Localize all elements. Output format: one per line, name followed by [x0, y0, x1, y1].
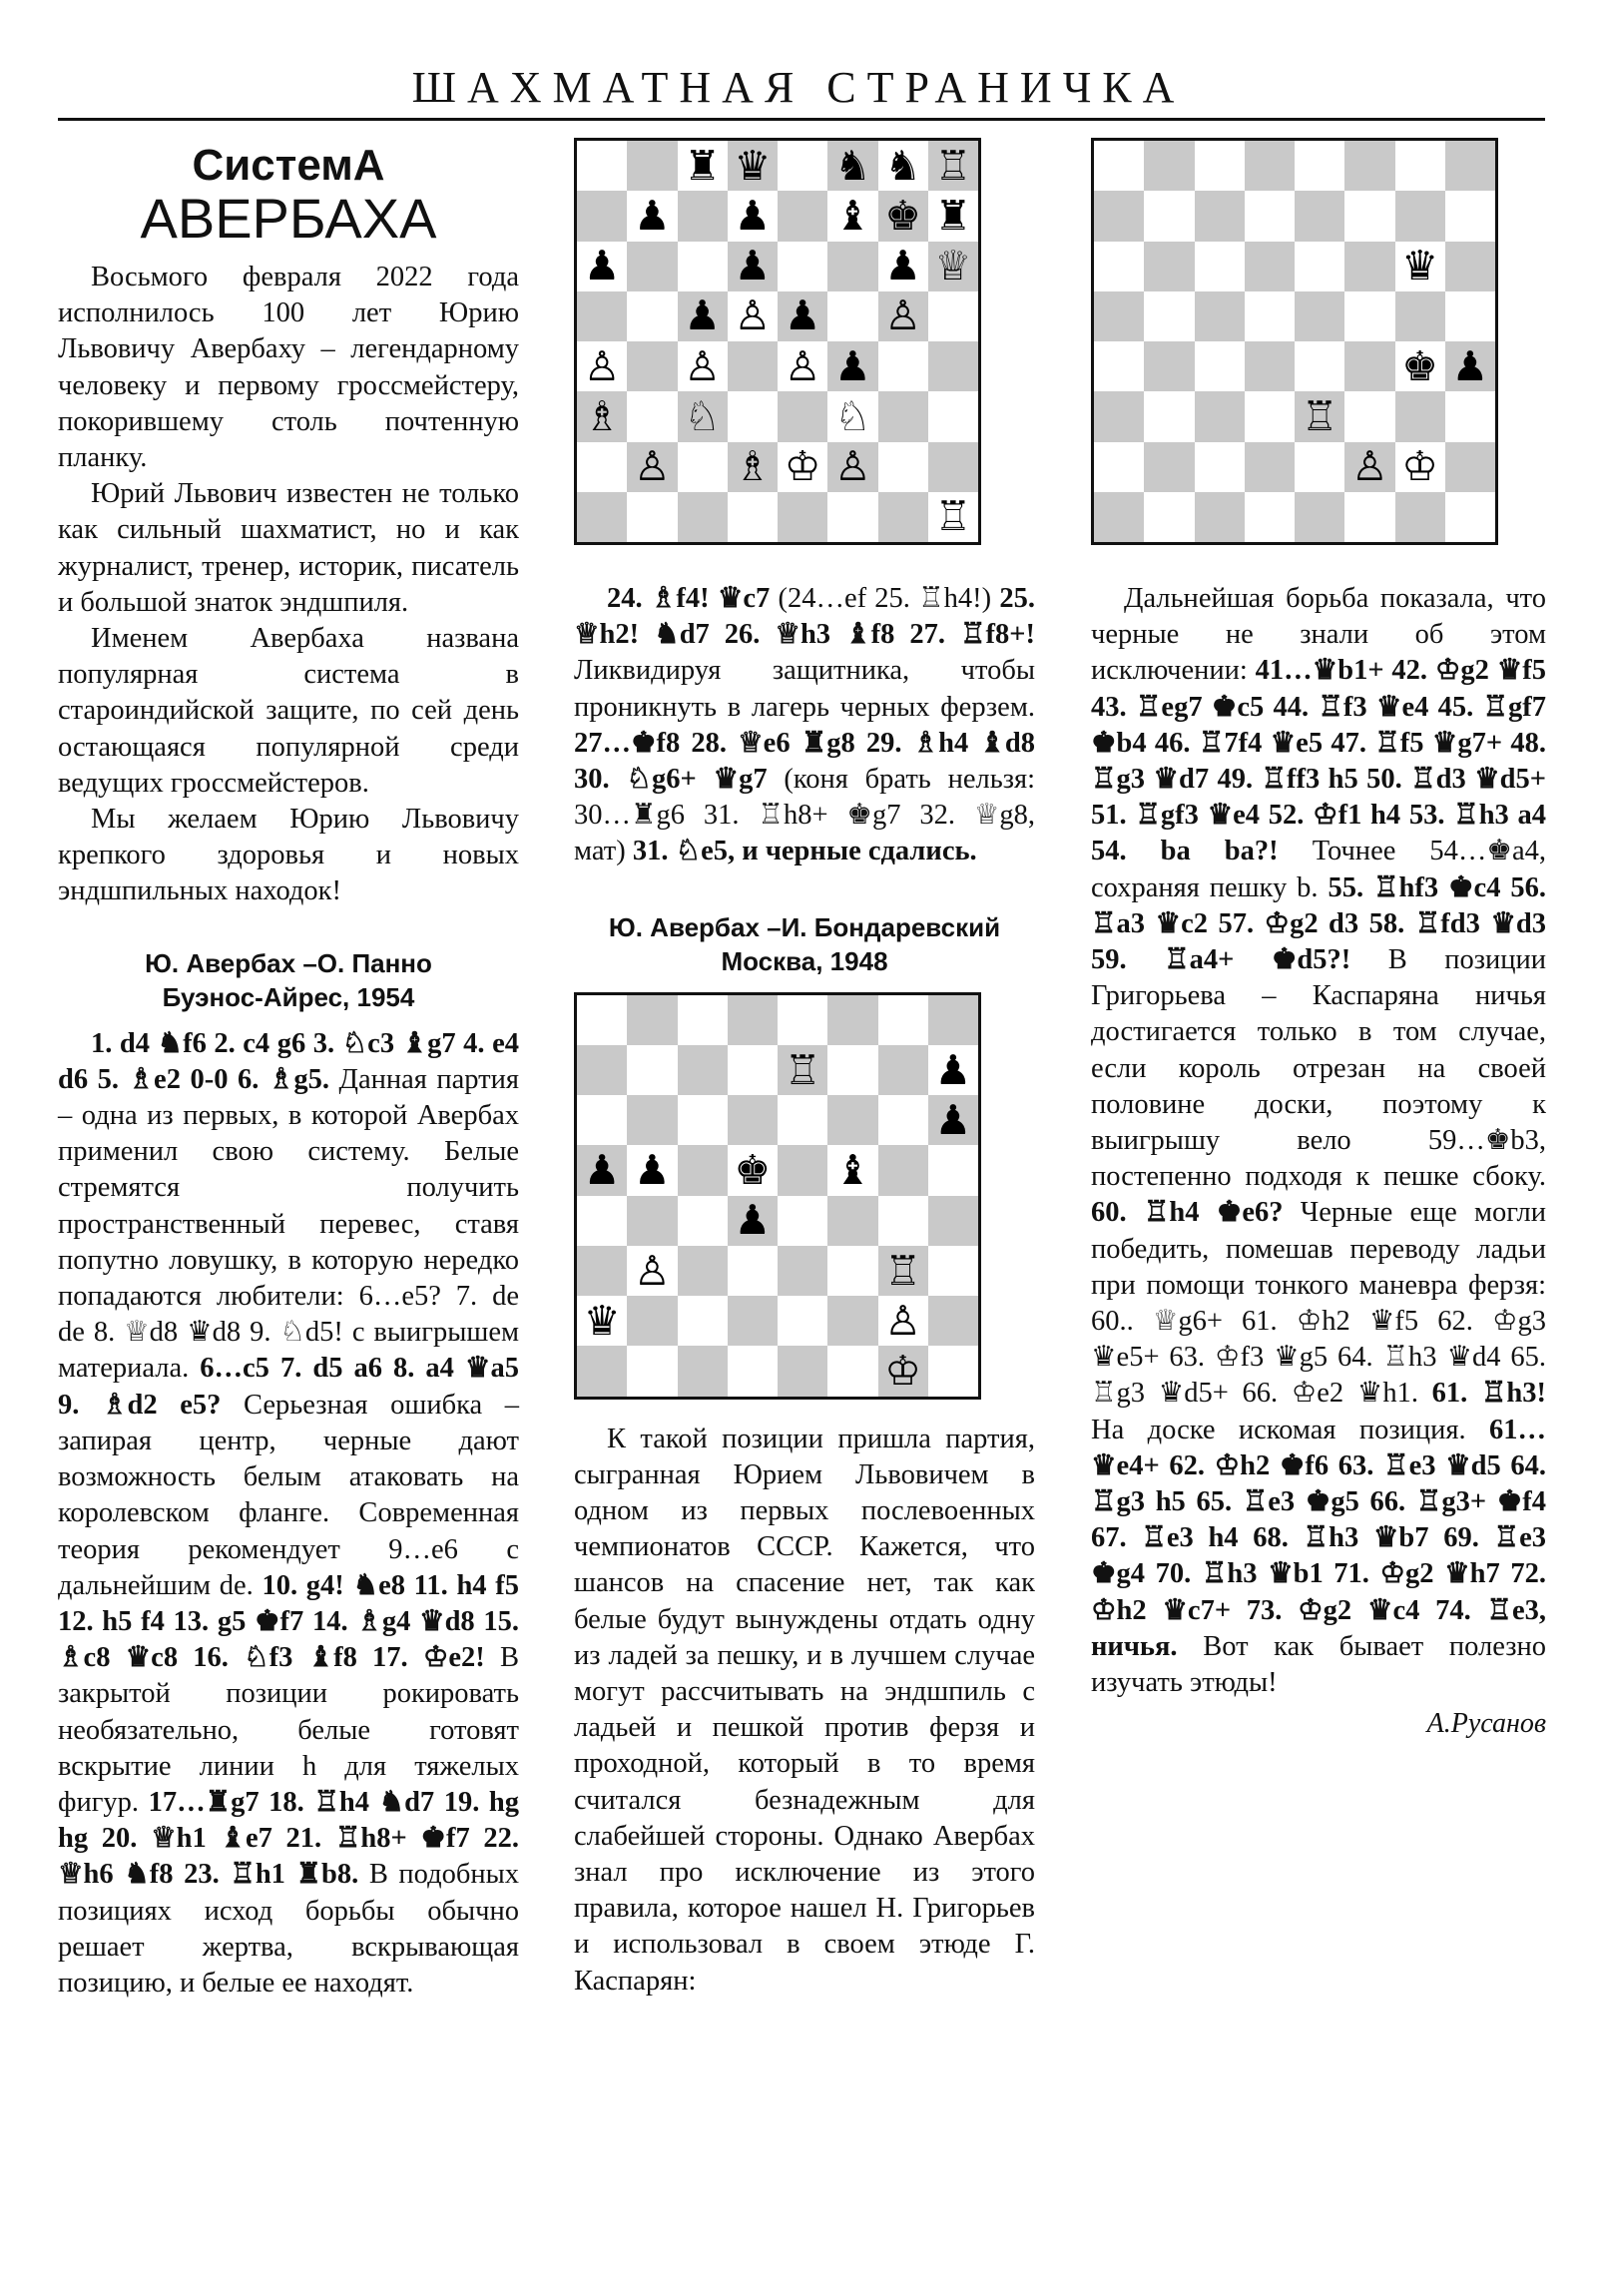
board-square [928, 442, 978, 492]
board-square [778, 141, 827, 191]
board-square [577, 191, 627, 241]
board-square [728, 141, 778, 191]
board-square [1295, 291, 1344, 341]
board-square [1395, 391, 1445, 441]
board-square [928, 391, 978, 441]
board-grid [577, 141, 978, 542]
board-square [1445, 191, 1495, 241]
board-square [627, 1145, 677, 1195]
board-square [1344, 341, 1394, 391]
board-square [1295, 391, 1344, 441]
game1-continuation [574, 581, 1035, 870]
board-square [1144, 492, 1194, 542]
chess-diagram-2 [574, 992, 981, 1400]
board-square [1445, 141, 1495, 191]
board-square [627, 1346, 677, 1396]
col3-comment-1: Дальнейшая борьба показала, что черные не знали об этом исключении: [1091, 583, 1546, 687]
col3-moves-5: 61…♛e4+ 62. ♔h2 ♚f6 63. ♖e3 ♛d5 64. ♖g3 h5 65. ♖e3 ♚g5 66. ♖g3+ ♚f4 67. ♖e3 h4 68. ♖h3 ♛b7 69. ♖e3 ♚g4 70. ♖h3 ♛b1 71. ♔g2 ♛h7 72. ♔h2 ♛c7+ 73. ♔g2 ♛c4 74. ♖e3, ничья. [1091, 1414, 1546, 1662]
board-square [878, 1095, 928, 1145]
article-author: А.Русанов [1426, 1708, 1546, 1740]
board-square [1395, 291, 1445, 341]
board-square [778, 1196, 827, 1246]
board-square [1445, 391, 1495, 441]
board-square [577, 1346, 627, 1396]
board-square [1295, 442, 1344, 492]
chess-piece: ♖ [934, 141, 972, 190]
board-square [878, 492, 928, 542]
board-square [928, 341, 978, 391]
chess-piece: ♚ [1401, 341, 1438, 390]
chess-piece: ♝ [833, 1146, 871, 1194]
board-square [1295, 492, 1344, 542]
board-square [678, 1346, 728, 1396]
board-square [827, 995, 877, 1045]
board-square [778, 242, 827, 291]
chess-piece: ♙ [884, 291, 921, 340]
col3-moves-1: 41…♛b1+ 42. ♔g2 ♛f5 43. ♖eg7 ♚c5 44. ♖f3 ♛e4 45. ♖gf7 ♚b4 46. ♖7f4 ♛e5 47. ♖f5 ♛g7+ 48. ♖g3 ♛d7 49. ♖ff3 h5 50. ♖d3 ♛d5+ 51. ♖gf3 ♛e4 52. ♔f1 h4 53. ♖h3 a4 54. ba ba?! [1091, 655, 1546, 867]
board-square [928, 1196, 978, 1246]
col3-moves-3: 60. ♖h4 ♚e6? [1091, 1197, 1284, 1229]
chess-piece: ♛ [1401, 242, 1438, 290]
intro-paragraph-3: Именем Авербаха названа популярная система в староиндийской защите, по сей день остающаяся популярной среди ведущих гроссмейстеров. [58, 623, 519, 799]
chess-piece: ♟ [784, 291, 821, 340]
board-square [627, 391, 677, 441]
board-square [778, 1246, 827, 1296]
board-square [928, 995, 978, 1045]
chess-piece: ♞ [833, 141, 871, 190]
board-square [1395, 341, 1445, 391]
board-square [1094, 191, 1144, 241]
board-grid [577, 995, 978, 1397]
board-square [1094, 391, 1144, 441]
board-square [728, 1346, 778, 1396]
board-square [577, 141, 627, 191]
chess-piece: ♖ [884, 1246, 921, 1295]
board-square [577, 391, 627, 441]
game2-heading-place: Москва, 1948 [721, 945, 888, 976]
chess-piece: ♔ [784, 442, 821, 491]
board-square [928, 492, 978, 542]
board-grid [1094, 141, 1495, 542]
board-square [627, 1196, 677, 1246]
game1-cont-moves-4: 31. ♘e5, и черные сдались. [632, 836, 977, 867]
col3-comment-4: Черные еще могли победить, помешав переводу ладьи при помощи тонкого маневра ферзя: 60.. ♕g6+ 61. ♔h2 ♛f5 62. ♔g3 ♛e5+ 63. ♔f3 ♛g5 64. ♖h3 ♛d4 65. ♖g3 ♛d5+ 66. ♔e2 ♛h1. [1091, 1197, 1546, 1410]
chess-piece: ♟ [884, 242, 921, 290]
chess-piece: ♖ [934, 492, 972, 541]
board-square [1395, 492, 1445, 542]
board-square [577, 492, 627, 542]
chess-diagram-1 [574, 138, 981, 545]
board-square [1445, 242, 1495, 291]
board-square [1344, 442, 1394, 492]
game1-cont-comment-3: (коня брать нельзя: 30…♜g6 31. ♖h8+ ♚g7 32. ♕g8, мат) [574, 764, 1036, 867]
game1-moves-2: 6…c5 7. d5 a6 8. a4 ♛a5 9. ♗d2 e5? [58, 1353, 519, 1421]
board-square [1094, 141, 1144, 191]
board-square [577, 995, 627, 1045]
board-square [577, 1196, 627, 1246]
game1-heading-players: Ю. Авербах –О. Панно [145, 947, 432, 978]
board-square [928, 1045, 978, 1095]
chess-piece: ♟ [734, 191, 772, 240]
col3-moves-4: 61. ♖h3! [1431, 1378, 1546, 1410]
board-square [1245, 341, 1295, 391]
article-title-line2: АВЕРБАХА [140, 187, 437, 250]
chess-piece: ♟ [734, 1196, 772, 1245]
chess-piece: ♖ [1301, 391, 1338, 440]
board-square [577, 1296, 627, 1346]
board-square [878, 141, 928, 191]
chess-piece: ♟ [633, 191, 671, 240]
board-square [1395, 242, 1445, 291]
board-square [627, 442, 677, 492]
board-square [728, 492, 778, 542]
board-square [728, 1095, 778, 1145]
board-square [827, 442, 877, 492]
board-square [878, 341, 928, 391]
board-square [728, 341, 778, 391]
chess-piece: ♙ [633, 1246, 671, 1295]
board-square [827, 341, 877, 391]
col3-moves-2: 55. ♖hf3 ♚c4 56. ♖a3 ♛c2 57. ♔g2 d3 58. ♖fd3 ♛d3 59. ♖a4+ ♚d5?! [1091, 871, 1546, 976]
board-square [778, 492, 827, 542]
chess-piece: ♘ [684, 391, 721, 440]
board-square [728, 1196, 778, 1246]
board-square [827, 1145, 877, 1195]
board-square [577, 291, 627, 341]
board-square [827, 242, 877, 291]
chess-piece: ♜ [934, 191, 972, 240]
board-square [728, 191, 778, 241]
board-square [728, 1296, 778, 1346]
board-square [728, 995, 778, 1045]
board-square [1195, 341, 1245, 391]
board-square [728, 1246, 778, 1296]
board-square [928, 1145, 978, 1195]
board-square [1195, 391, 1245, 441]
board-square [728, 242, 778, 291]
chess-piece: ♙ [734, 291, 772, 340]
board-square [827, 1196, 877, 1246]
chess-piece: ♟ [734, 242, 772, 290]
chess-piece: ♗ [583, 391, 621, 440]
board-square [678, 442, 728, 492]
board-square [678, 492, 728, 542]
board-square [678, 1296, 728, 1346]
page-header-title: ШАХМАТНАЯ СТРАНИЧКА [411, 63, 1186, 112]
board-square [627, 242, 677, 291]
board-square [878, 391, 928, 441]
board-square [1395, 191, 1445, 241]
board-square [878, 291, 928, 341]
board-square [1144, 341, 1194, 391]
board-square [1295, 242, 1344, 291]
board-square [778, 442, 827, 492]
header-rule [58, 118, 1545, 121]
board-square [1344, 242, 1394, 291]
board-square [627, 1296, 677, 1346]
board-square [878, 1045, 928, 1095]
chess-piece: ♕ [934, 242, 972, 290]
board-square [728, 391, 778, 441]
game1-moves-3: 10. g4! ♞e8 11. h4 f5 12. h5 f4 13. g5 ♚f7 14. ♗g4 ♛d8 15. ♗c8 ♛c8 16. ♘f3 ♝f8 17. ♔e2! [58, 1569, 519, 1674]
chess-piece: ♗ [734, 442, 772, 491]
board-square [1195, 492, 1245, 542]
board-square [1445, 341, 1495, 391]
board-square [728, 442, 778, 492]
board-square [577, 1145, 627, 1195]
game1-heading-place: Буэнос-Айрес, 1954 [162, 981, 415, 1012]
chess-piece: ♟ [934, 1095, 972, 1144]
board-square [878, 191, 928, 241]
board-square [678, 391, 728, 441]
board-square [1445, 442, 1495, 492]
column-3 [1091, 138, 1546, 1743]
board-square [827, 141, 877, 191]
board-square [778, 291, 827, 341]
chess-piece: ♙ [583, 341, 621, 390]
col3-comment-6: Вот как бывает полезно изучать этюды! [1091, 1630, 1546, 1699]
board-square [1195, 442, 1245, 492]
board-square [678, 1045, 728, 1095]
board-square [1195, 242, 1245, 291]
col3-comment-5: На доске искомая позиция. [1091, 1414, 1489, 1445]
board-square [928, 1246, 978, 1296]
board-square [577, 242, 627, 291]
board-square [827, 1246, 877, 1296]
board-square [827, 1095, 877, 1145]
board-square [1094, 492, 1144, 542]
board-square [1195, 291, 1245, 341]
board-square [778, 1095, 827, 1145]
board-square [1344, 191, 1394, 241]
board-square [627, 341, 677, 391]
chess-piece: ♙ [833, 442, 871, 491]
board-square [1245, 442, 1295, 492]
column-2 [574, 138, 1035, 2000]
board-square [1344, 141, 1394, 191]
board-square [1395, 141, 1445, 191]
board-square [928, 242, 978, 291]
board-square [678, 191, 728, 241]
chess-piece: ♟ [583, 1146, 621, 1194]
board-square [878, 442, 928, 492]
board-square [827, 1045, 877, 1095]
chess-piece: ♛ [583, 1296, 621, 1345]
board-square [778, 391, 827, 441]
intro-paragraph-4: Мы желаем Юрию Львовичу крепкого здоровья и новых эндшпильных находок! [58, 804, 519, 907]
game1-moves-1: 1. d4 ♞f6 2. c4 g6 3. ♘c3 ♝g7 4. e4 d6 5. ♗e2 0-0 6. ♗g5. [58, 1027, 519, 1095]
chess-piece: ♔ [884, 1347, 921, 1395]
board-square [1295, 341, 1344, 391]
board-square [627, 291, 677, 341]
board-square [1295, 141, 1344, 191]
board-square [627, 995, 677, 1045]
board-square [577, 341, 627, 391]
chess-piece: ♙ [1350, 442, 1388, 491]
board-square [1245, 141, 1295, 191]
game1-comment-3: В закрытой позиции рокировать необязательно, белые готовят вскрытие линии h для тяжелых фигур. [58, 1642, 519, 1818]
col3-comment-2: Точнее 54…♚a4, сохраняя пешку b. [1091, 836, 1546, 903]
board-square [627, 141, 677, 191]
board-square [577, 1246, 627, 1296]
board-square [1445, 492, 1495, 542]
board-square [627, 191, 677, 241]
board-square [827, 291, 877, 341]
board-square [627, 1045, 677, 1095]
board-square [1144, 291, 1194, 341]
board-square [1295, 191, 1344, 241]
board-square [1195, 141, 1245, 191]
board-square [1094, 291, 1144, 341]
game1-comment-2: Серьезная ошибка – запирая центр, черные дают возможность белым атаковать на королевском фланге. Современная теория рекомендует 9…e6 с дальнейшим de. [58, 1389, 519, 1601]
game1-comment-1: Данная партия – одна из первых, в которой Авербах применил свою систему. Белые стремятся получить пространственный перевес, ставя попутно ловушку, в которую нередко попадаются любители: 6…e5? 7. de de 8. ♕d8 ♛d8 9. ♘d5! с выигрышем материала. [58, 1063, 519, 1385]
board-square [778, 1296, 827, 1346]
game1-cont-moves-1: 24. ♗f4! ♛c7 [607, 583, 771, 614]
board-square [1144, 141, 1194, 191]
board-square [778, 1346, 827, 1396]
board-square [928, 141, 978, 191]
chess-piece: ♙ [684, 341, 721, 390]
board-square [878, 995, 928, 1045]
board-square [678, 242, 728, 291]
game1-text [58, 1026, 519, 2002]
board-square [827, 191, 877, 241]
board-square [577, 1095, 627, 1145]
board-square [778, 1045, 827, 1095]
board-square [1245, 492, 1295, 542]
board-square [928, 291, 978, 341]
chess-piece: ♔ [1401, 442, 1438, 491]
board-square [1144, 242, 1194, 291]
game1-cont-comment-2: Ликвидируя защитника, чтобы проникнуть в лагерь черных ферзем. [574, 655, 1035, 723]
board-square [1344, 391, 1394, 441]
chess-piece: ♝ [833, 191, 871, 240]
board-square [1245, 391, 1295, 441]
col3-text [1091, 581, 1546, 1701]
chess-piece: ♖ [784, 1045, 821, 1094]
intro-paragraph-2: Юрий Львович известен не только как сильный шахматист, но и как журналист, тренер, историк, писатель и большой знаток эндшпиля. [58, 478, 519, 618]
board-square [778, 341, 827, 391]
board-square [678, 141, 728, 191]
board-square [678, 341, 728, 391]
board-square [728, 1145, 778, 1195]
column-1 [58, 138, 519, 2002]
board-square [1344, 492, 1394, 542]
chess-piece: ♘ [833, 391, 871, 440]
board-square [577, 1045, 627, 1095]
board-square [827, 391, 877, 441]
chess-piece: ♟ [684, 291, 721, 340]
chess-piece: ♛ [734, 141, 772, 190]
board-square [928, 1095, 978, 1145]
board-square [878, 1246, 928, 1296]
board-square [878, 1296, 928, 1346]
board-square [728, 1045, 778, 1095]
game2-heading-players: Ю. Авербах –И. Бондаревский [608, 911, 1001, 942]
board-square [728, 291, 778, 341]
col3-comment-3: В позиции Григорьева – Каспаряна ничья достигается только в том случае, если король отрезан на своей половине доски, поэтому к выигрышу вело 59…♚b3, постепенно подходя к пешке сбоку. [1091, 944, 1546, 1193]
board-square [778, 1145, 827, 1195]
board-square [1144, 391, 1194, 441]
board-square [778, 995, 827, 1045]
chess-piece: ♟ [583, 242, 621, 290]
game1-cont-moves-3: 27…♚f8 28. ♕e6 ♜g8 29. ♗h4 ♝d8 30. ♘g6+ ♛g7 [574, 727, 1035, 796]
board-square [878, 1196, 928, 1246]
board-square [928, 191, 978, 241]
board-square [627, 492, 677, 542]
board-square [1245, 291, 1295, 341]
game1-cont-comment-1: (24…ef 25. ♖h4!) [770, 583, 1000, 614]
chess-piece: ♚ [734, 1146, 772, 1194]
chess-piece: ♞ [884, 141, 921, 190]
article-title-line1: СистемА [192, 141, 385, 190]
board-square [827, 1346, 877, 1396]
board-square [1144, 191, 1194, 241]
board-square [827, 492, 877, 542]
board-square [928, 1346, 978, 1396]
board-square [1195, 191, 1245, 241]
board-square [627, 1095, 677, 1145]
game1-comment-4: В подобных позициях исход борьбы обычно решает жертва, вскрывающая позицию, и белые ее находят. [58, 1859, 519, 1999]
chess-piece: ♟ [833, 341, 871, 390]
board-square [1245, 242, 1295, 291]
board-square [1144, 442, 1194, 492]
board-square [678, 1145, 728, 1195]
board-square [678, 1196, 728, 1246]
board-square [878, 242, 928, 291]
board-square [1094, 242, 1144, 291]
chess-piece: ♟ [934, 1045, 972, 1094]
board-square [1445, 291, 1495, 341]
board-square [577, 442, 627, 492]
board-square [678, 1246, 728, 1296]
chess-piece: ♟ [633, 1146, 671, 1194]
board-square [1094, 341, 1144, 391]
chess-piece: ♟ [1451, 341, 1489, 390]
chess-piece: ♜ [684, 141, 721, 190]
board-square [627, 1246, 677, 1296]
board-square [678, 291, 728, 341]
board-square [678, 995, 728, 1045]
intro-paragraph-1: Восьмого февраля 2022 года исполнилось 100 лет Юрию Львовичу Авербаху – легендарному человеку и первому гроссмейстеру, покорившему столь почтенную планку. [58, 262, 519, 474]
board-square [878, 1346, 928, 1396]
chess-piece: ♙ [633, 442, 671, 491]
chess-piece: ♙ [884, 1296, 921, 1345]
board-square [827, 1296, 877, 1346]
chess-piece: ♙ [784, 341, 821, 390]
board-square [878, 1145, 928, 1195]
board-square [1245, 191, 1295, 241]
board-square [1344, 291, 1394, 341]
game2-text: К такой позиции пришла партия, сыгранная Юрием Львовичем в одном из первых послевоенных чемпионатов СССР. Кажется, что шансов на спасение нет, так как белые будут вынуждены отдать одну из ладей за пешку, и в лучшем случае могут рассчитывать на эндшпиль с ладьей и пешкой против ферзя и проходной, который в то время считался безнадежным для слабейшей стороны. Однако Авербах знал про исключение из этого правила, которое нашел Н. Григорьев и использовал в своем этюде Г. Каспарян: [574, 1423, 1035, 1997]
chess-diagram-3 [1091, 138, 1498, 545]
game1-moves-4: 17…♜g7 18. ♖h4 ♞d7 19. hg hg 20. ♕h1 ♝e7 21. ♖h8+ ♚f7 22. ♕h6 ♞f8 23. ♖h1 ♜b8. [58, 1786, 519, 1891]
board-square [928, 1296, 978, 1346]
board-square [778, 191, 827, 241]
board-square [678, 1095, 728, 1145]
chess-piece: ♚ [884, 191, 921, 240]
board-square [1094, 442, 1144, 492]
game1-cont-moves-2: 25. ♕h2! ♞d7 26. ♕h3 ♝f8 27. ♖f8+! [574, 583, 1035, 651]
board-square [1395, 442, 1445, 492]
